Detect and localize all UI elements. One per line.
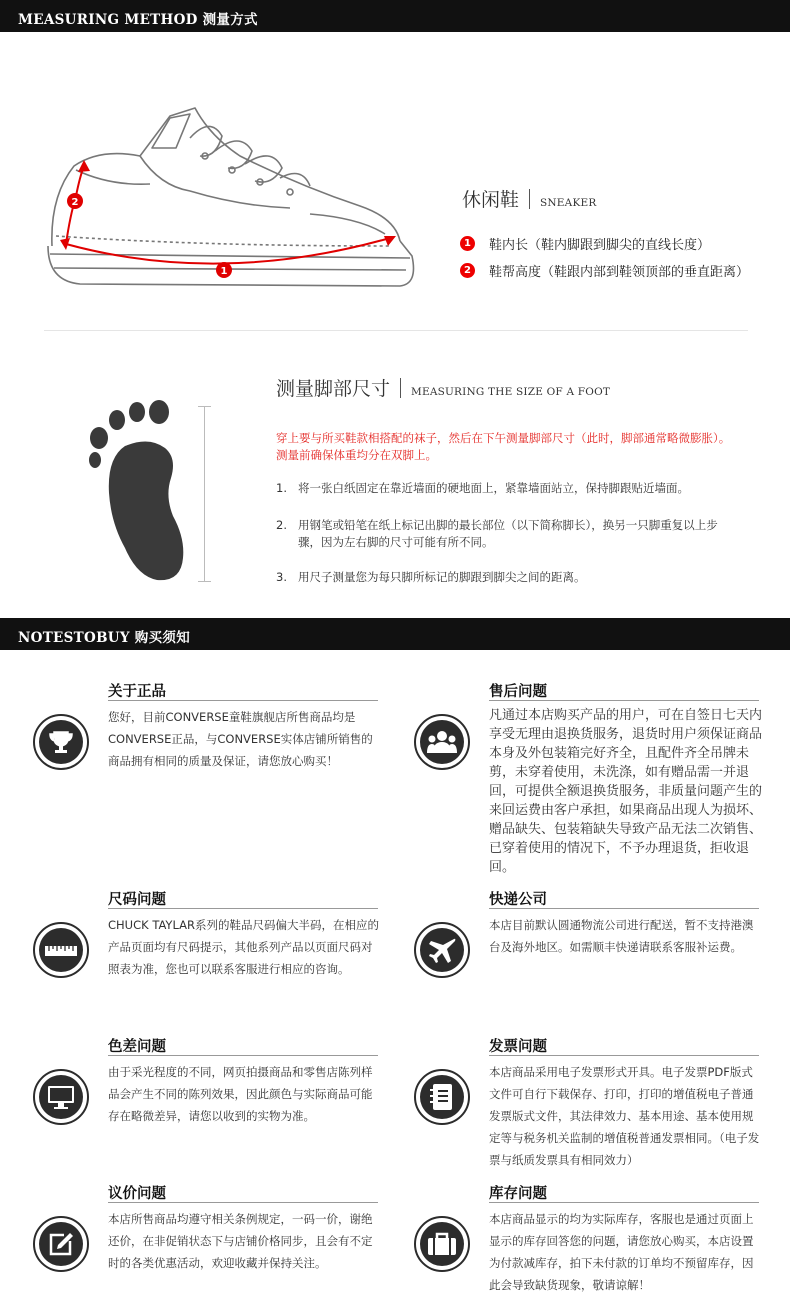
ruler-icon bbox=[33, 922, 89, 978]
note-underline bbox=[108, 908, 378, 909]
foot-icon bbox=[85, 398, 195, 588]
note-title: 议价问题 bbox=[108, 1186, 166, 1202]
notes-to-buy-title: NOTESTOBUY 购买须知 bbox=[18, 630, 191, 646]
measure-warning-line-1: 穿上要与所买鞋款相搭配的袜子，然后在下午测量脚部尺寸（此时，脚部通常略微膨胀）。 bbox=[276, 431, 731, 445]
monitor-icon bbox=[33, 1069, 89, 1125]
sneaker-illustration bbox=[40, 96, 420, 296]
legend-item-2 bbox=[460, 261, 749, 280]
legend-text-2: 鞋帮高度（鞋跟内部到鞋领顶部的垂直距离） bbox=[489, 265, 750, 280]
note-underline bbox=[489, 700, 759, 701]
note-title: 快递公司 bbox=[489, 892, 547, 908]
notes-to-buy-header bbox=[0, 618, 790, 650]
note-body: 您好，目前CONVERSE童鞋旗舰店所售商品均是CONVERSE正品，与CONVERSE实体店铺所销售的商品拥有相同的质量及保证，请您放心购买！ bbox=[108, 710, 373, 768]
step-number: 1. bbox=[276, 481, 287, 495]
note-underline bbox=[108, 1055, 378, 1056]
note-body: 本店商品显示的均为实际库存，客服也是通过页面上显示的库存回答您的问题，请您放心购买，本店设置为付款减库存，拍下未付款的订单均不预留库存，因此会导致缺货现象，敬请谅解！ bbox=[489, 1212, 754, 1292]
step-1 bbox=[276, 480, 756, 497]
people-icon bbox=[414, 714, 470, 770]
note-body: 本店商品采用电子发票形式开具。电子发票PDF版式文件可自行下载保存、打印，打印的增值税电子普通发票版式文件，其法律效力、基本用途、基本使用规定等与税务机关监制的增值税普通发票相同。（电子发票与纸质发票具有相同效力） bbox=[489, 1065, 760, 1167]
section-divider bbox=[44, 330, 748, 331]
note-body: 本店所售商品均遵守相关条例规定，一码一价，谢绝还价，在非促销状态下与店铺价格同步，且会有不定时的各类优惠活动，欢迎收藏并保持关注。 bbox=[108, 1212, 373, 1270]
step-3 bbox=[276, 569, 756, 586]
airplane-icon bbox=[414, 922, 470, 978]
step-2 bbox=[276, 517, 756, 551]
legend-item-1 bbox=[460, 234, 710, 253]
foot-ruler bbox=[204, 406, 205, 582]
note-underline bbox=[489, 1202, 759, 1203]
measuring-method-title: MEASURING METHOD 测量方式 bbox=[18, 12, 258, 28]
marker-1: 1 bbox=[220, 266, 228, 277]
caption-separator bbox=[529, 189, 530, 209]
sneaker-title-cn: 休闲鞋 bbox=[462, 189, 520, 211]
foot-ruler-top-tick bbox=[198, 406, 211, 407]
note-title: 色差问题 bbox=[108, 1039, 166, 1055]
step-text-line-2: 骤，因为左右脚的尺寸可能有所不同。 bbox=[298, 535, 494, 549]
legend-text-1: 鞋内长（鞋内脚跟到脚尖的直线长度） bbox=[489, 238, 711, 253]
measure-warning bbox=[276, 430, 766, 464]
sneaker-title-en: SNEAKER bbox=[540, 197, 597, 209]
note-body: 本店目前默认圆通物流公司进行配送，暂不支持港澳台及海外地区。如需顺丰快递请联系客服补运费。 bbox=[489, 918, 754, 954]
trophy-icon bbox=[33, 714, 89, 770]
note-underline bbox=[489, 908, 759, 909]
foot-caption-separator bbox=[400, 378, 401, 398]
note-body: 由于采光程度的不同，网页拍摄商品和零售店陈列样品会产生不同的陈列效果，因此颜色与实际商品可能存在略微差异，请您以收到的实物为准。 bbox=[108, 1065, 373, 1123]
note-underline bbox=[108, 700, 378, 701]
edit-icon bbox=[33, 1216, 89, 1272]
step-number: 2. bbox=[276, 518, 287, 532]
marker-2: 2 bbox=[71, 197, 79, 208]
step-number: 3. bbox=[276, 570, 287, 584]
document-icon bbox=[414, 1069, 470, 1125]
foot-title-en: MEASURING THE SIZE OF A FOOT bbox=[411, 386, 611, 398]
measure-warning-line-2: 测量前确保体重均分在双脚上。 bbox=[276, 448, 437, 462]
legend-number-2: 2 bbox=[460, 263, 475, 278]
foot-caption bbox=[276, 374, 610, 401]
foot-ruler-bottom-tick bbox=[198, 581, 211, 582]
note-body: 凡通过本店购买产品的用户，可在自签日七天内享受无理由退换货服务，退货时用户须保证商品本身及外包装箱完好齐全，且配件齐全吊牌未剪，未穿着使用，未洗涤，如有赠品需一并退回，可提供全额退换货服务，非质量问题产生的来回运费由客户承担，如果商品出现人为损坏、赠品缺失、包装箱缺失导致产品无法二次销售、已穿着使用的情况下，不予办理退货，拒收退回。 bbox=[489, 708, 763, 875]
note-title: 售后问题 bbox=[489, 684, 547, 700]
note-underline bbox=[489, 1055, 759, 1056]
note-title: 发票问题 bbox=[489, 1039, 547, 1055]
note-title: 关于正品 bbox=[108, 684, 166, 700]
note-body: CHUCK TAYLAR系列的鞋品尺码偏大半码，在相应的产品页面均有尺码提示，其他系列产品以页面尺码对照表为准，您也可以联系客服进行相应的咨询。 bbox=[108, 918, 379, 976]
note-title: 尺码问题 bbox=[108, 892, 166, 908]
legend-number-1: 1 bbox=[460, 236, 475, 251]
suitcase-icon bbox=[414, 1216, 470, 1272]
foot-title-cn: 测量脚部尺寸 bbox=[276, 378, 391, 400]
step-text-line-1: 用钢笔或铅笔在纸上标记出脚的最长部位（以下简称脚长），换另一只脚重复以上步 bbox=[298, 518, 718, 532]
step-text: 用尺子测量您为每只脚所标记的脚跟到脚尖之间的距离。 bbox=[298, 570, 586, 584]
note-title: 库存问题 bbox=[489, 1186, 547, 1202]
sneaker-caption bbox=[462, 185, 596, 212]
measure-steps bbox=[276, 480, 756, 586]
measuring-method-header bbox=[0, 0, 790, 32]
step-text: 将一张白纸固定在靠近墙面的硬地面上，紧靠墙面站立，保持脚跟贴近墙面。 bbox=[298, 481, 689, 495]
note-underline bbox=[108, 1202, 378, 1203]
